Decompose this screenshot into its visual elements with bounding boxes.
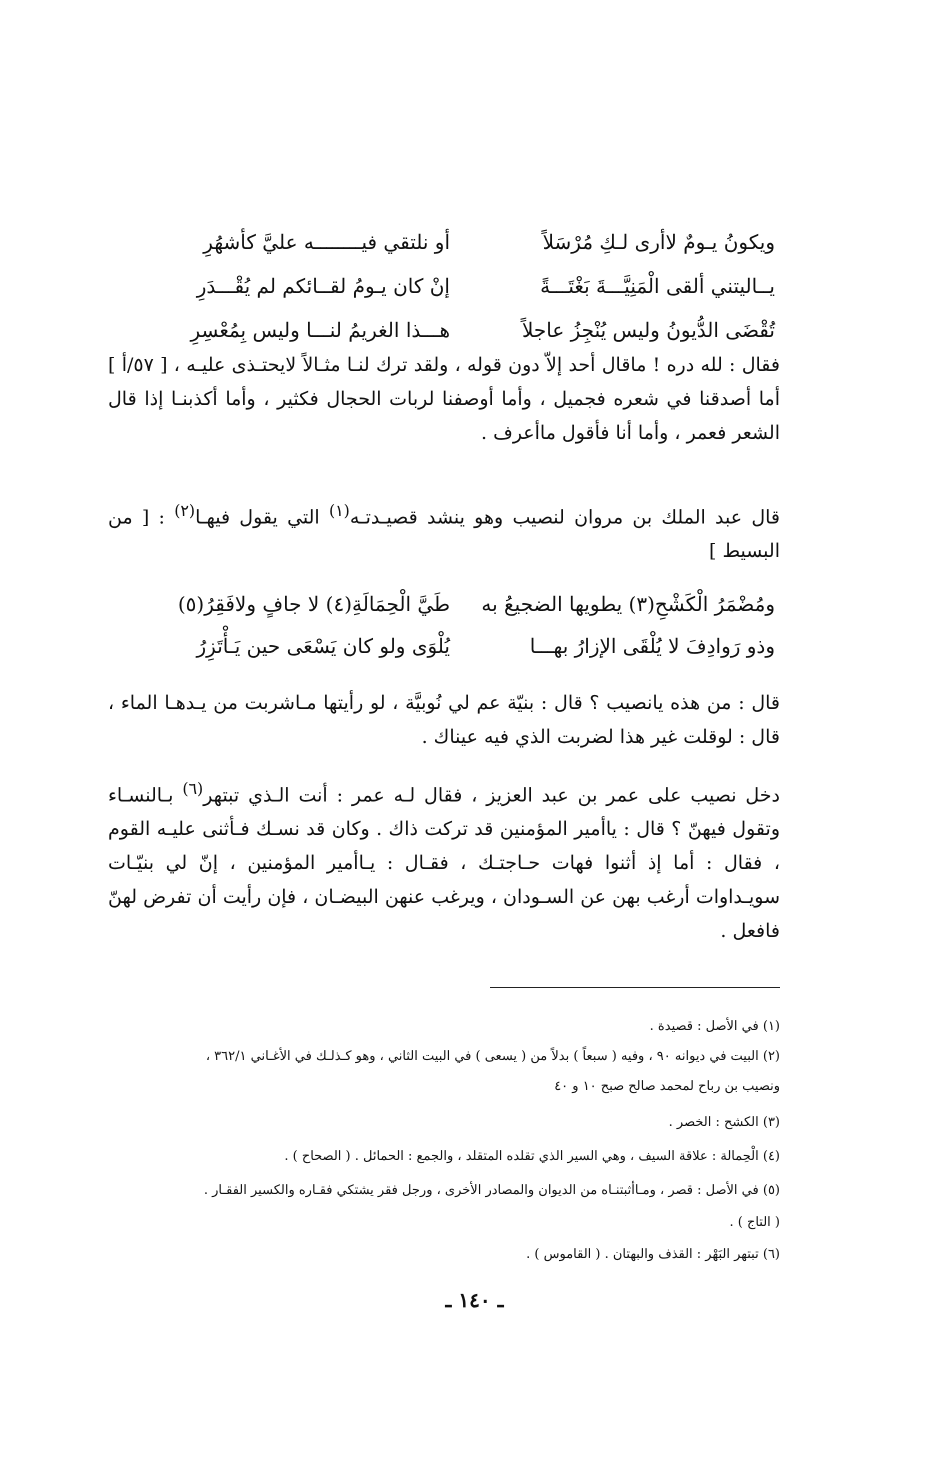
poem-verse xyxy=(150,584,775,624)
footnote-1: (١) في الأصل : قصيدة . xyxy=(649,1019,780,1034)
paragraph-text: : [ من البسيط ] xyxy=(108,506,780,563)
footnote-2-continuation: ونصيب بن رباح لمحمد صالح صبح ١٠ و ٤٠ xyxy=(554,1079,780,1094)
paragraph-umar xyxy=(108,772,780,948)
poem-verse xyxy=(150,222,775,262)
paragraph-abdulmalik xyxy=(108,494,780,568)
verse-second-hemistich: طَيَّ الْحِمَالَةِ(٤) لا جافٍ ولافَقِرُ(٥) xyxy=(177,592,450,616)
footnote-2: (٢) البيت في ديوانه ٩٠ ، وفيه ( سبعاً ) بدلاً من ( يسعى ) في البيت الثاني ، وهو كـذلـك في الأغـاني ٣٦٢/١ ، xyxy=(205,1049,780,1064)
verse-first-hemistich: يــاليتني ألقى الْمَنِيَّـــةَ بَغْتَـــةً xyxy=(540,274,775,298)
footnote-5: (٥) في الأصل : قصر ، ومـاأثبتنـاه من الديوان والمصادر الأخرى ، ورجل فقر يشتكي فقـاره والكسير الفقـار . xyxy=(203,1183,780,1198)
footnote-ref: (١) xyxy=(328,501,350,520)
verse-second-hemistich: يُلْوَى ولو كان يَسْعَى حين يَـأْتَزِرُ xyxy=(196,634,450,658)
verse-first-hemistich: ومُضْمَرُ الْكَشْحِ(٣) يطويها الضجيعُ به xyxy=(481,592,775,616)
verse-second-hemistich: أو نلتقي فيــــــــه عليَّ كأشهُرِ xyxy=(203,230,450,254)
paragraph-text: قال عبد الملك بن مروان لنصيب وهو ينشد قصيـدتـه xyxy=(349,506,780,529)
paragraph-text: بـالنسـاء وتقول فيهنّ ؟ قال : ياأمير المؤمنين قد تركت ذاك . وكان قد نسـك فـأثنى عليـه القوم ، فقال : أما إذ أثنوا فهات حـاجتـك ، فقـال : يـاأمير المؤمنين ، إنّ لي بنيّـات سويـداوات أرغب بهن عن السـودان ، ويرغب عنهن البيضـان ، فإن رأيت أن تفرض لهنّ فافعل . xyxy=(108,784,780,943)
footnote-5-continuation: ( التاج ) . xyxy=(729,1215,780,1230)
paragraph-nubian: قال : من هذه يانصيب ؟ قال : بنيّة عم لي نُوبيَّة ، لو رأيتها مـاشربت من يـدهـا الماء ، قال : لوقلت غير هذا لضربت الذي فيه عيناك . xyxy=(108,692,780,748)
page-number: ـ ١٤٠ ـ xyxy=(445,1288,504,1312)
footnote-ref: (٢) xyxy=(174,501,196,520)
footnote-ref: (٦) xyxy=(182,779,204,798)
verse-first-hemistich: ويكونُ يـومٌ لاأرى لـكِ مُرْسَلاً xyxy=(542,230,775,254)
verse-first-hemistich: تُقْضَى الدُّيونُ وليس يُنْجِزُ عاجلاً xyxy=(521,318,775,342)
paragraph-text: دخل نصيب على عمر بن عبد العزيز ، فقال لـه عمر : أنت الـذي تبتهر xyxy=(203,784,780,807)
paragraph-text: التي يقول فيهـا xyxy=(195,506,329,529)
footnote-4: (٤) الْحِمالة : علاقة السيف ، وهي السير الذي تقلده المتقلد ، والجمع : الحمائل . ( الصحاح ) . xyxy=(284,1149,780,1164)
poem-verse xyxy=(150,266,775,306)
poem-verse xyxy=(150,626,775,666)
footnote-3: (٣) الكشح : الخصر . xyxy=(668,1115,780,1130)
paragraph-critique: فقال : لله دره ! ماقال أحد إلاّ دون قوله ، ولقد ترك لنـا مثـالاً لايحتـذى عليـه ، [ ٥٧/أ ] أما أصدقنا في شعره فجميل ، وأما أوصفنا لربات الحجال فكثير ، وأما أكذبنـا إذا قال الشعر فعمر ، وأما أنا فأقول ماأعرف . xyxy=(108,354,780,444)
footnote-6: (٦) تبتهر البَهْر : القذف والبهتان . ( القاموس ) . xyxy=(526,1247,780,1262)
footnote-separator xyxy=(490,987,780,988)
verse-second-hemistich: إنْ كان يـومُ لقــائكم لم يُقْـــدَرِ xyxy=(196,274,450,298)
verse-first-hemistich: وذو رَوادِفَ لا يُلْقَى الإزارُ بهـــا xyxy=(529,634,775,658)
verse-second-hemistich: هـــذا الغريمُ لنـــا وليس بِمُعْسِرِ xyxy=(190,318,450,342)
poem-verse xyxy=(150,310,775,350)
